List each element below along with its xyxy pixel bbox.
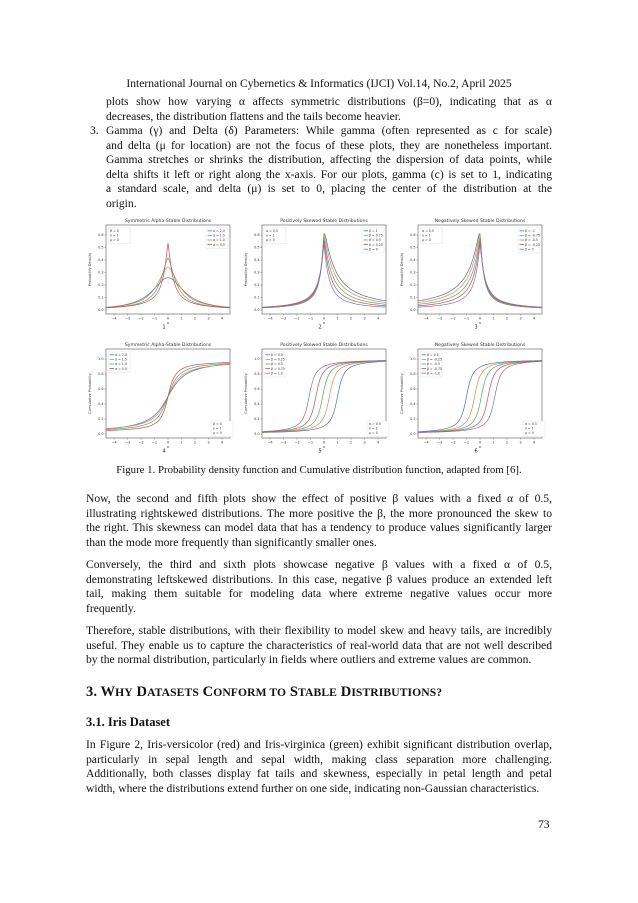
legend-entry: μ = 0 bbox=[266, 238, 275, 243]
legend-entry: β = 0.0 bbox=[427, 353, 439, 357]
y-axis-label: Cumulative Probability bbox=[88, 373, 92, 414]
legend-entry: β = 0.0 bbox=[271, 353, 283, 357]
legend-entry: β = 0.5 bbox=[271, 362, 283, 367]
text-line: by the normal distribution, particularly in fields where outliers and extreme values are common. bbox=[86, 653, 532, 667]
y-tick-label: 0.6 bbox=[254, 387, 260, 392]
x-tick-label: 2 bbox=[193, 316, 197, 321]
paragraph-4 bbox=[86, 624, 552, 668]
text-line: useful. They enable us to capture the characteristics of real-world data that are not well described bbox=[86, 638, 552, 652]
x-tick-label: 1 bbox=[180, 440, 183, 445]
x-tick-label: 4 bbox=[376, 440, 380, 445]
legend-entry: β = -0.25 bbox=[525, 242, 540, 247]
x-tick-label: 4 bbox=[220, 440, 224, 445]
x-tick-label: −3 bbox=[280, 316, 287, 321]
y-tick-label: 0.2 bbox=[254, 417, 260, 422]
x-axis-label: x bbox=[478, 444, 482, 449]
text-line: and delta (μ for location) are not the focus of these plots, they are nonetheless important. bbox=[106, 138, 552, 152]
legend-entry: μ = 0 bbox=[525, 431, 534, 436]
text-line: In Figure 2, Iris-versicolor (red) and Iris-virginica (green) exhibit significant distribution overlap, bbox=[86, 738, 552, 751]
x-tick-label: 0 bbox=[322, 316, 326, 321]
y-tick-label: 0.0 bbox=[254, 308, 260, 313]
text-line: demonstrating leftskewed distributions. In this case, negative β values produce an extended left bbox=[86, 572, 552, 586]
x-tick-label: 2 bbox=[349, 316, 353, 321]
legend-entry: γ = 1 bbox=[213, 426, 222, 431]
text-line: delta shifts it left or right along the x-axis. For our plots, gamma (c) is set to 1, indicating bbox=[106, 167, 552, 181]
figure-caption: Figure 1. Probability density function and Cumulative distribution function, adapted from [6]. bbox=[116, 464, 522, 476]
x-tick-label: −3 bbox=[124, 440, 131, 445]
x-tick-label: −2 bbox=[294, 440, 300, 445]
panel-number: 2 bbox=[318, 324, 322, 331]
x-tick-label: 2 bbox=[505, 316, 509, 321]
y-tick-label: 1.0 bbox=[254, 357, 260, 362]
y-tick-label: 0.6 bbox=[410, 233, 416, 238]
y-axis-label: Probability Density bbox=[88, 252, 92, 287]
y-tick-label: 1.0 bbox=[98, 357, 104, 362]
legend-entry: μ = 0 bbox=[213, 431, 222, 436]
x-tick-label: −3 bbox=[436, 316, 443, 321]
x-tick-label: −2 bbox=[450, 440, 456, 445]
y-tick-label: 0.4 bbox=[98, 258, 104, 263]
subsection-heading: 3.1. Iris Dataset bbox=[86, 715, 171, 729]
x-tick-label: 0 bbox=[478, 316, 482, 321]
x-tick-label: −2 bbox=[294, 316, 300, 321]
y-tick-label: 0.0 bbox=[410, 308, 416, 313]
legend-entry: α = 0.5 bbox=[115, 366, 127, 371]
x-tick-label: −2 bbox=[450, 316, 456, 321]
text-line: plots show how varying α affects symmetric distributions (β=0), indicating that as α bbox=[106, 95, 552, 108]
y-tick-label: 0.0 bbox=[410, 432, 416, 437]
x-tick-label: 3 bbox=[519, 316, 522, 321]
x-tick-label: 4 bbox=[532, 440, 536, 445]
legend-entry: β = -0.5 bbox=[427, 362, 440, 367]
x-axis-label: x bbox=[166, 320, 170, 325]
legend-entry: γ = 1 bbox=[266, 233, 275, 238]
legend-entry: β = 0.25 bbox=[369, 242, 383, 247]
text-line: a standard scale, and delta (μ) is set to 0, placing the center of the distribution at the bbox=[106, 182, 552, 196]
text-line: width, where the distributions extend further on one side, indicating non-Gaussian characteristics. bbox=[86, 781, 540, 795]
x-axis-label: x bbox=[322, 320, 326, 325]
panel-title: Positively Skewed Stable Distributions bbox=[280, 219, 368, 224]
legend-entry: β = 0 bbox=[213, 422, 222, 426]
x-tick-label: −1 bbox=[463, 440, 470, 445]
x-axis-label: x bbox=[166, 444, 170, 449]
legend-entry: γ = 1 bbox=[422, 233, 431, 238]
panel-number: 5 bbox=[318, 448, 322, 455]
legend-entry: β = 0.75 bbox=[271, 366, 285, 371]
text-line: Gamma (γ) and Delta (δ) Parameters: While gamma (often represented as c for scale) bbox=[106, 124, 552, 137]
x-tick-label: 4 bbox=[376, 316, 380, 321]
text-line: tail, making them suitable for modeling data where extreme negative values occur more bbox=[86, 587, 552, 601]
x-tick-label: −1 bbox=[463, 316, 470, 321]
y-tick-label: 0.5 bbox=[410, 245, 416, 250]
figure-panel-5 bbox=[244, 342, 389, 455]
text-line: frequently. bbox=[86, 601, 136, 615]
y-tick-label: 0.4 bbox=[98, 402, 104, 407]
panel-title: Symmetric Alpha-Stable Distributions bbox=[124, 343, 212, 348]
y-tick-label: 0.8 bbox=[98, 372, 104, 377]
y-tick-label: 0.4 bbox=[254, 258, 260, 263]
legend-entry: β = 0.75 bbox=[369, 233, 383, 238]
legend-entry: γ = 1 bbox=[110, 233, 119, 238]
legend-entry: β = -0.25 bbox=[427, 357, 442, 362]
legend-entry: α = 0.5 bbox=[422, 229, 434, 233]
x-tick-label: 1 bbox=[492, 316, 495, 321]
legend-entry: β = -0.5 bbox=[525, 238, 538, 243]
y-tick-label: 0.5 bbox=[254, 245, 260, 250]
legend-entry: β = -0.75 bbox=[427, 366, 442, 371]
legend-entry: α = 1.0 bbox=[115, 362, 127, 367]
legend-entry: α = 2.0 bbox=[115, 353, 127, 357]
x-tick-label: 3 bbox=[363, 316, 366, 321]
legend-entry: α = 0.5 bbox=[213, 242, 225, 247]
paragraph-5 bbox=[86, 738, 552, 796]
paragraph-2 bbox=[86, 492, 552, 550]
y-tick-label: 0.6 bbox=[254, 233, 260, 238]
x-tick-label: 2 bbox=[505, 440, 509, 445]
legend-entry: β = 0 bbox=[525, 247, 534, 252]
page-number: 73 bbox=[538, 818, 550, 831]
legend-entry: β = -1.0 bbox=[427, 371, 440, 376]
legend-entry: α = 0.5 bbox=[525, 422, 537, 426]
x-tick-label: 0 bbox=[166, 440, 170, 445]
x-axis-label: x bbox=[478, 320, 482, 325]
y-tick-label: 0.2 bbox=[98, 283, 104, 288]
panel-number: 6 bbox=[474, 448, 478, 455]
legend-entry: γ = 1 bbox=[369, 426, 378, 431]
x-tick-label: 1 bbox=[180, 316, 183, 321]
legend-entry: α = 2.0 bbox=[213, 229, 225, 233]
y-tick-label: 0.6 bbox=[98, 233, 104, 238]
y-axis-label: Probability Density bbox=[400, 252, 404, 287]
text-line: decreases, the distribution flattens and the tails become heavier. bbox=[106, 109, 401, 123]
x-tick-label: 2 bbox=[349, 440, 353, 445]
y-tick-label: 0.8 bbox=[254, 372, 260, 377]
legend-entry: β = 1 bbox=[369, 229, 378, 233]
y-axis-label: Probability Density bbox=[244, 252, 248, 287]
y-tick-label: 0.2 bbox=[410, 283, 416, 288]
y-tick-label: 0.6 bbox=[98, 387, 104, 392]
figure-panel-6 bbox=[400, 342, 545, 455]
x-tick-label: 4 bbox=[532, 316, 536, 321]
panel-number: 1 bbox=[162, 324, 166, 331]
x-tick-label: 1 bbox=[336, 316, 339, 321]
panel-number: 4 bbox=[162, 448, 166, 455]
y-tick-label: 0.5 bbox=[98, 245, 104, 250]
y-tick-label: 1.0 bbox=[410, 357, 416, 362]
y-tick-label: 0.0 bbox=[254, 432, 260, 437]
legend-entry: α = 0.5 bbox=[369, 422, 381, 426]
y-tick-label: 0.1 bbox=[98, 295, 104, 300]
x-tick-label: −4 bbox=[267, 440, 273, 445]
text-line: illustrating rightskewed distributions. The more positive the β, the more pronounced the skew to bbox=[86, 506, 552, 520]
text-line: particularly in sepal length and sepal width, making class separation more challenging. bbox=[86, 752, 552, 766]
legend-entry: γ = 1 bbox=[525, 426, 534, 431]
x-tick-label: −1 bbox=[307, 440, 314, 445]
x-tick-label: 2 bbox=[193, 440, 197, 445]
x-tick-label: −3 bbox=[280, 440, 287, 445]
figure-panel-1 bbox=[88, 218, 230, 331]
y-tick-label: 0.8 bbox=[410, 372, 416, 377]
figure-panel-3 bbox=[400, 218, 542, 331]
legend-entry: β = -0.75 bbox=[525, 233, 540, 238]
y-tick-label: 0.1 bbox=[410, 295, 416, 300]
y-tick-label: 0.4 bbox=[410, 402, 416, 407]
legend-entry: μ = 0 bbox=[422, 238, 431, 243]
legend-entry: α = 1.0 bbox=[213, 238, 225, 243]
x-tick-label: 0 bbox=[478, 440, 482, 445]
legend-entry: μ = 0 bbox=[110, 238, 119, 243]
panel-title: Positively Skewed Stable Distributions bbox=[280, 343, 368, 348]
legend-entry: β = 0 bbox=[369, 247, 378, 252]
x-tick-label: −3 bbox=[436, 440, 443, 445]
figure-panel-4 bbox=[88, 342, 233, 455]
legend-entry: α = 1.5 bbox=[213, 233, 225, 238]
x-tick-label: −1 bbox=[307, 316, 314, 321]
y-tick-label: 0.6 bbox=[410, 387, 416, 392]
x-tick-label: −2 bbox=[138, 316, 144, 321]
y-axis-label: Cumulative Probability bbox=[244, 373, 248, 414]
legend-entry: β = 0.25 bbox=[271, 357, 285, 362]
x-tick-label: −4 bbox=[423, 316, 429, 321]
x-tick-label: −3 bbox=[124, 316, 131, 321]
y-tick-label: 0.2 bbox=[98, 417, 104, 422]
x-tick-label: 3 bbox=[519, 440, 522, 445]
panel-title: Negatively Skewed Stable Distributions bbox=[434, 219, 526, 224]
y-tick-label: 0.4 bbox=[254, 402, 260, 407]
x-tick-label: 4 bbox=[220, 316, 224, 321]
panel-number: 3 bbox=[474, 324, 478, 331]
text-line: the right. This skewness can model data that has a tendency to produce values significantly larger bbox=[86, 521, 552, 535]
x-tick-label: −4 bbox=[111, 440, 117, 445]
text-line: than the mode more frequently than significantly smaller ones. bbox=[86, 535, 377, 549]
legend-entry: β = 1.0 bbox=[271, 371, 283, 376]
paragraph-3 bbox=[86, 558, 552, 616]
y-tick-label: 0.4 bbox=[410, 258, 416, 263]
text-line: Conversely, the third and sixth plots showcase negative β values with a fixed α of 0.5, bbox=[86, 558, 552, 571]
legend-entry: α = 0.5 bbox=[266, 229, 278, 233]
legend-entry: β = -1 bbox=[525, 229, 535, 233]
x-tick-label: 3 bbox=[207, 440, 210, 445]
y-tick-label: 0.0 bbox=[98, 308, 104, 313]
x-tick-label: −4 bbox=[111, 316, 117, 321]
x-tick-label: 3 bbox=[207, 316, 210, 321]
y-tick-label: 0.1 bbox=[254, 295, 260, 300]
text-line: Now, the second and fifth plots show the effect of positive β values with a fixed α of 0.5, bbox=[86, 492, 552, 505]
legend-entry: β = 0.5 bbox=[369, 238, 381, 243]
text-line: Therefore, stable distributions, with their flexibility to model skew and heavy tails, are incredibly bbox=[86, 624, 552, 637]
panel-title: Negatively Skewed Stable Distributions bbox=[434, 343, 526, 348]
x-tick-label: −4 bbox=[267, 316, 273, 321]
x-tick-label: −1 bbox=[151, 316, 158, 321]
x-tick-label: 3 bbox=[363, 440, 366, 445]
list-item-3 bbox=[106, 124, 552, 212]
figure-panel-2 bbox=[244, 218, 386, 331]
y-tick-label: 0.0 bbox=[98, 432, 104, 437]
x-tick-label: 0 bbox=[166, 316, 170, 321]
running-header: International Journal on Cybernetics & Informatics (IJCI) Vol.14, No.2, April 2025 bbox=[126, 77, 512, 90]
y-tick-label: 0.3 bbox=[410, 270, 416, 275]
section-heading: 3. WHY DATASETS CONFORM TO STABLE DISTRIBUTIONS? bbox=[86, 684, 443, 700]
y-tick-label: 0.3 bbox=[254, 270, 260, 275]
x-tick-label: 0 bbox=[322, 440, 326, 445]
text-line: Additionally, both classes display fat tails and skewness, especially in petal length and petal bbox=[86, 767, 552, 781]
panel-title: Symmetric Alpha-Stable Distributions bbox=[124, 219, 212, 224]
x-tick-label: −2 bbox=[138, 440, 144, 445]
y-tick-label: 0.2 bbox=[254, 283, 260, 288]
legend-entry: α = 1.5 bbox=[115, 357, 127, 362]
x-axis-label: x bbox=[322, 444, 326, 449]
legend-entry: β = 0 bbox=[110, 229, 119, 233]
x-tick-label: 1 bbox=[492, 440, 495, 445]
text-line: origin. bbox=[106, 196, 137, 210]
x-tick-label: −1 bbox=[151, 440, 158, 445]
x-tick-label: −4 bbox=[423, 440, 429, 445]
text-line: Gamma stretches or shrinks the distribution, affecting the dispersion of data points, while bbox=[106, 153, 552, 167]
y-axis-label: Cumulative Probability bbox=[400, 373, 404, 414]
y-tick-label: 0.2 bbox=[410, 417, 416, 422]
x-tick-label: 1 bbox=[336, 440, 339, 445]
list-number: 3. bbox=[90, 124, 99, 137]
legend-entry: μ = 0 bbox=[369, 431, 378, 436]
paragraph-top bbox=[106, 95, 552, 124]
y-tick-label: 0.3 bbox=[98, 270, 104, 275]
figure-1 bbox=[86, 213, 550, 457]
